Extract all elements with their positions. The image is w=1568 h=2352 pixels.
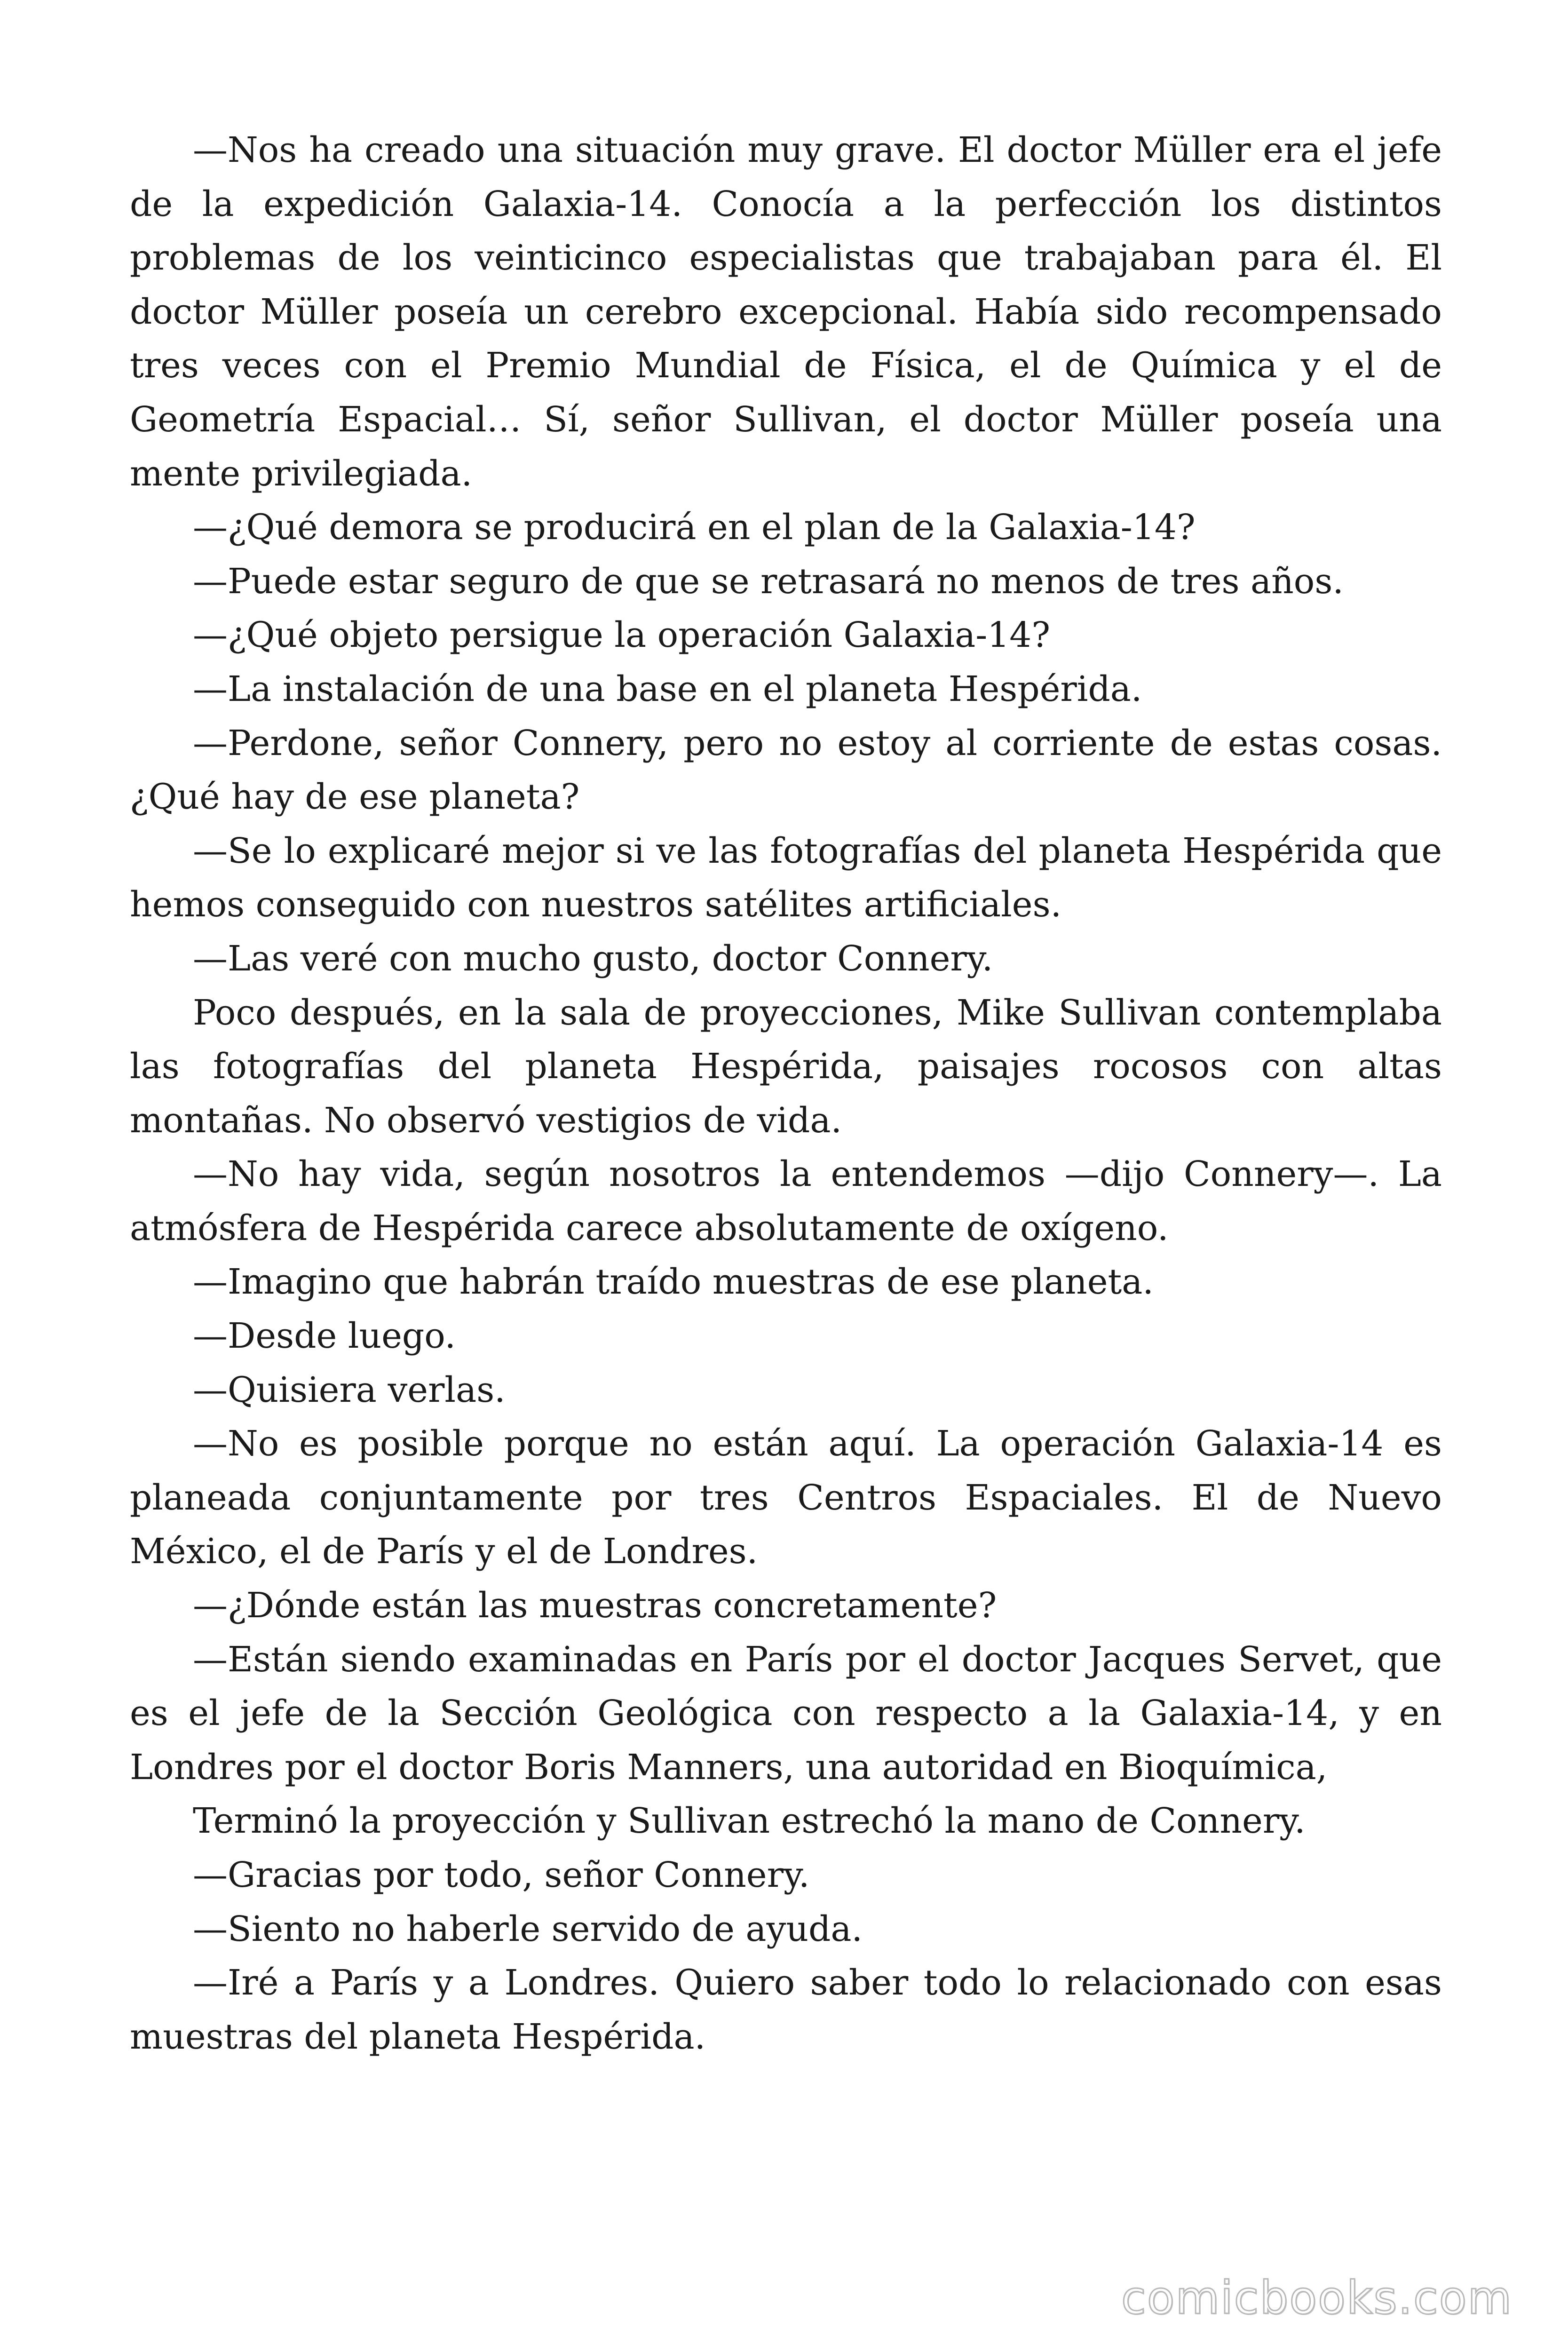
paragraph: —¿Qué objeto persigue la operación Galaxia-14?	[193, 615, 1051, 656]
paragraph: —Perdone, señor Connery, pero no estoy al corriente de estas cosas. ¿Qué hay de ese planeta?	[130, 723, 1442, 818]
page-text	[130, 123, 1442, 2064]
paragraph: Terminó la proyección y Sullivan estrechó la mano de Connery.	[193, 1801, 1306, 1842]
paragraph: —Nos ha creado una situación muy grave. El doctor Müller era el jefe de la expedición Galaxia-14. Conocía a la perfección los distintos problemas de los veinticinco especialistas que trabajaban para él. El doctor Müller poseía un cerebro excepcional. Había sido recompensado tres veces con el Premio Mundial de Física, el de Química y el de Geometría Espacial… Sí, señor Sullivan, el doctor Müller poseía una mente privilegiada.	[130, 130, 1442, 494]
paragraph: —¿Dónde están las muestras concretamente?	[193, 1585, 997, 1626]
paragraph: —La instalación de una base en el planeta Hespérida.	[193, 668, 1142, 709]
paragraph: —Puede estar seguro de que se retrasará no menos de tres años.	[193, 561, 1344, 602]
paragraph: —Iré a París y a Londres. Quiero saber todo lo relacionado con esas muestras del planeta Hespérida.	[130, 1963, 1442, 2057]
paragraph: —Están siendo examinadas en París por el doctor Jacques Servet, que es el jefe de la Sección Geológica con respecto a la Galaxia-14, y en Londres por el doctor Boris Manners, una autoridad en Bioquímica,	[130, 1639, 1442, 1788]
paragraph: —Imagino que habrán traído muestras de ese planeta.	[193, 1262, 1154, 1303]
watermark: comicbooks.com	[1121, 2272, 1513, 2324]
paragraph: —No es posible porque no están aquí. La operación Galaxia-14 es planeada conjuntamente por tres Centros Espaciales. El de Nuevo México, el de París y el de Londres.	[130, 1423, 1442, 1572]
paragraph: —No hay vida, según nosotros la entendemos —dijo Connery—. La atmósfera de Hespérida carece absolutamente de oxígeno.	[130, 1154, 1442, 1248]
paragraph: —Quisiera verlas.	[193, 1369, 506, 1410]
paragraph: Poco después, en la sala de proyecciones, Mike Sullivan contemplaba las fotografías del planeta Hespérida, paisajes rocosos con altas montañas. No observó vestigios de vida.	[130, 992, 1442, 1141]
paragraph: —Las veré con mucho gusto, doctor Connery.	[193, 938, 993, 979]
paragraph: —¿Qué demora se producirá en el plan de la Galaxia-14?	[193, 507, 1196, 548]
paragraph: —Desde luego.	[193, 1316, 456, 1357]
paragraph: —Se lo explicaré mejor si ve las fotografías del planeta Hespérida que hemos conseguido con nuestros satélites artificiales.	[130, 830, 1442, 925]
paragraph: —Gracias por todo, señor Connery.	[193, 1855, 810, 1895]
paragraph: —Siento no haberle servido de ayuda.	[193, 1908, 863, 1949]
